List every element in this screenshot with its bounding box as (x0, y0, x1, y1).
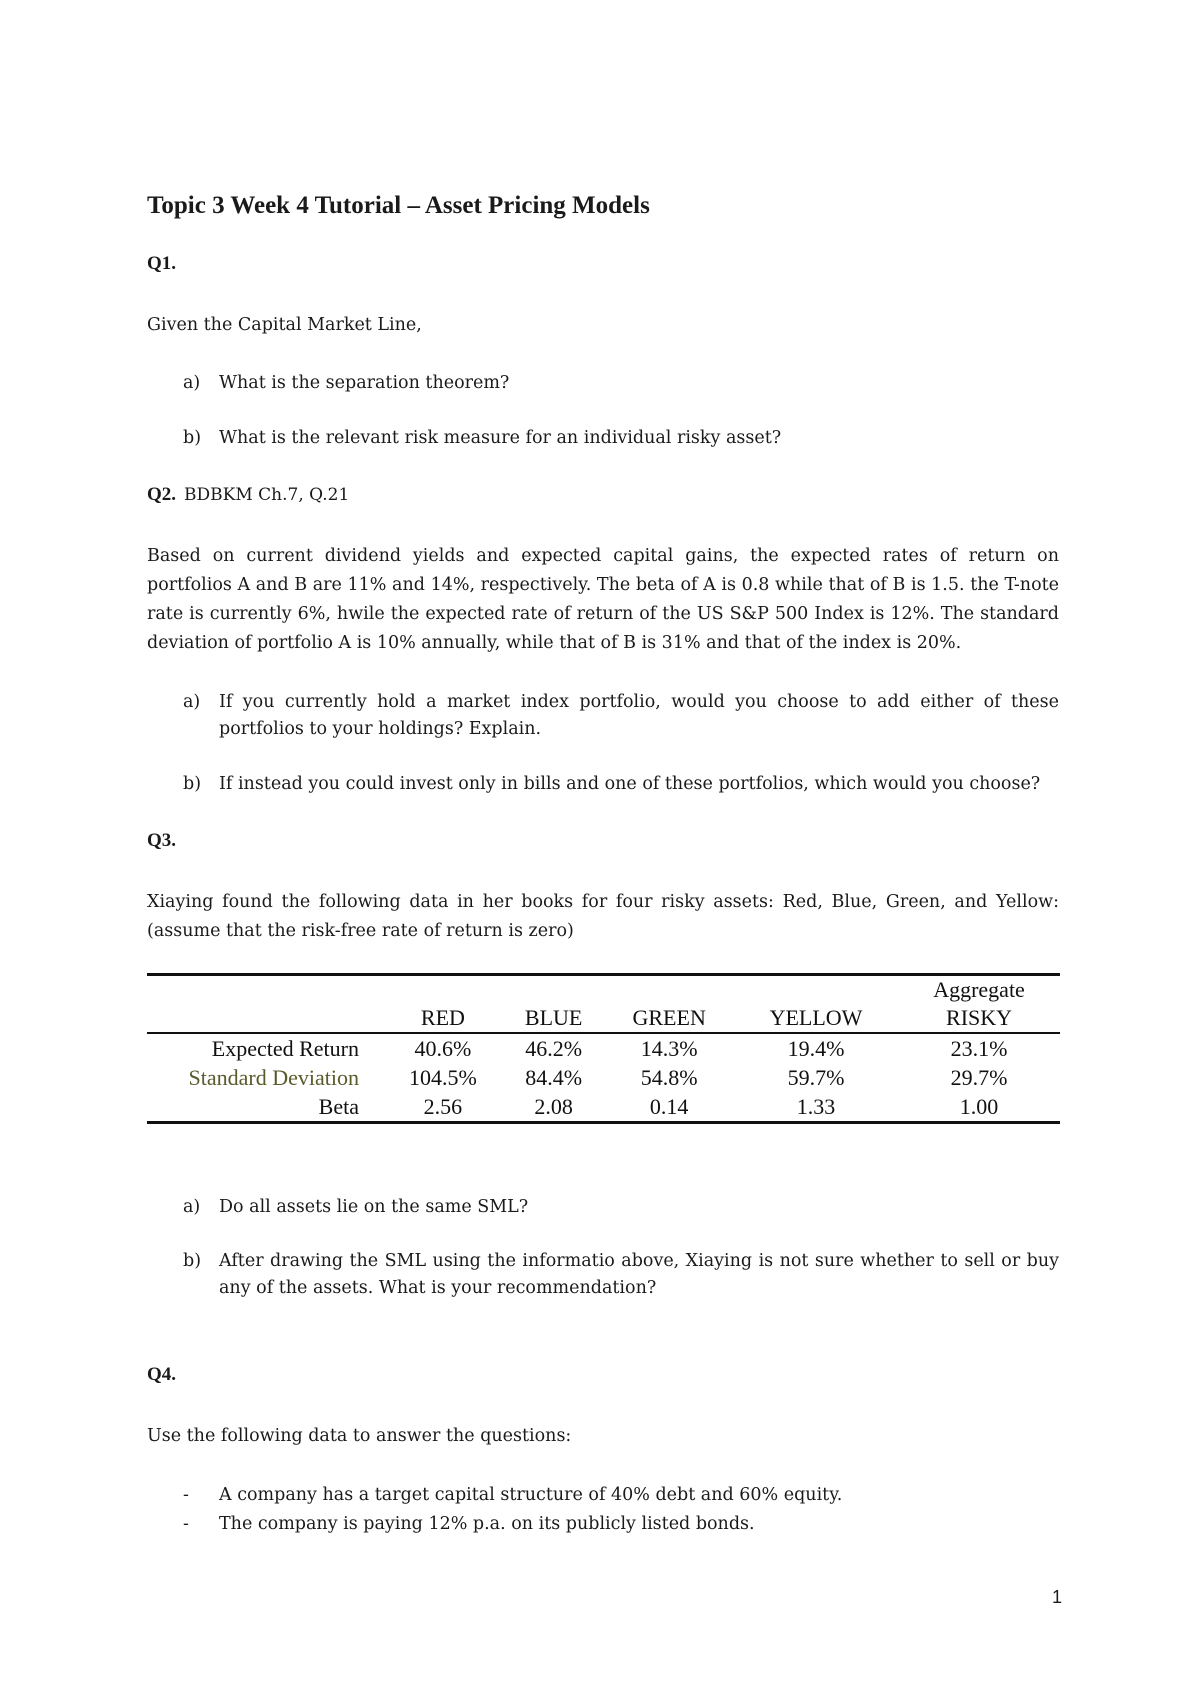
table-cell: 59.7% (787, 1065, 845, 1090)
bullet-dash: - (183, 1514, 189, 1534)
table-row (147, 1033, 1060, 1063)
asset-data-table (147, 973, 1060, 1124)
q3-item-b-text: After drawing the SML using the informatio above, Xiaying is not sure whether to sell or buy any of the assets. What is your recommendation? (219, 1251, 1059, 1298)
q3-item-a-text: Do all assets lie on the same SML? (219, 1197, 529, 1217)
q2-heading (147, 484, 349, 506)
table-cell: 1.00 (898, 1092, 1060, 1123)
table-row (147, 1092, 1060, 1123)
q1-item-b-text: What is the relevant risk measure for an individual risky asset? (219, 428, 782, 448)
table-cell: 54.8% (640, 1065, 698, 1090)
q1-heading (147, 253, 176, 275)
table-cell: 46.2% (525, 1036, 583, 1061)
table-header-red: RED (383, 1004, 503, 1033)
q2-heading-label: Q2. (147, 484, 177, 505)
q1-item-a-label: a) (183, 373, 201, 393)
table-cell: 23.1% (950, 1036, 1008, 1061)
table-cell: 40.6% (414, 1036, 472, 1061)
table-cell: 104.5% (409, 1065, 477, 1090)
q3-item-b (183, 1248, 1059, 1302)
q3-item-b-label: b) (183, 1251, 202, 1271)
table-header-top-cell (383, 975, 503, 1005)
q1-item-b-label: b) (183, 428, 202, 448)
bullet-dash: - (183, 1485, 189, 1505)
q3-item-a-label: a) (183, 1197, 201, 1217)
table-header-green: GREEN (604, 1004, 734, 1033)
q1-item-a-text: What is the separation theorem? (219, 373, 510, 393)
table-header-top-cell (734, 975, 898, 1005)
q4-heading-label: Q4. (147, 1364, 177, 1385)
row-label-beta: Beta (147, 1092, 383, 1123)
table-cell: 2.56 (383, 1092, 503, 1123)
q3-heading-label: Q3. (147, 830, 177, 851)
q2-reference: BDBKM Ch.7, Q.21 (184, 485, 350, 505)
table-cell: 29.7% (950, 1065, 1008, 1090)
q2-paragraph: Based on current dividend yields and expected capital gains, the expected rates of return on portfolios A and B are 11% and 14%, respectively. The beta of A is 0.8 while that of B is 1.5. the T-note rate is currently 6%, hwile the expected rate of return of the US S&P 500 Index is 12%. The standard deviation of portfolio A is 10% annually, while that of B is 31% and that of the index is 20%. (147, 546, 1059, 653)
q1-intro: Given the Capital Market Line, (147, 315, 422, 335)
q4-bullet-1 (183, 1481, 1059, 1510)
q2-item-a (183, 689, 1059, 743)
table-header-top-cell (503, 975, 605, 1005)
table-header-cell (147, 1004, 383, 1033)
q4-heading (147, 1364, 176, 1386)
q2-item-a-text: If you currently hold a market index portfolio, would you choose to add either of these portfolios to your holdings? Explain. (219, 692, 1059, 739)
row-label-standard-deviation: Standard Deviation (188, 1065, 359, 1090)
q2-item-b (183, 771, 1059, 798)
q1-heading-label: Q1. (147, 253, 177, 274)
table-header-yellow: YELLOW (734, 1004, 898, 1033)
table-header-top-cell (147, 975, 383, 1005)
document-title: Topic 3 Week 4 Tutorial – Asset Pricing Models (147, 192, 650, 219)
q3-item-a (183, 1194, 1059, 1221)
q1-item-a (183, 370, 1059, 397)
table-cell: 2.08 (503, 1092, 605, 1123)
q4-bullet-1-text: A company has a target capital structure of 40% debt and 60% equity. (219, 1485, 843, 1505)
q4-bullet-2 (183, 1510, 1059, 1539)
table-header-aggregate: Aggregate (898, 975, 1060, 1005)
table-header-blue: BLUE (503, 1004, 605, 1033)
q4-intro: Use the following data to answer the questions: (147, 1426, 572, 1446)
q3-heading (147, 830, 176, 852)
table-cell: 84.4% (525, 1065, 583, 1090)
q4-bullet-2-text: The company is paying 12% p.a. on its publicly listed bonds. (219, 1514, 755, 1534)
q1-item-b (183, 425, 1059, 452)
table-cell: 0.14 (604, 1092, 734, 1123)
table-header-top-cell (604, 975, 734, 1005)
table-header-risky: RISKY (898, 1004, 1060, 1033)
page-number: 1 (1052, 1587, 1063, 1607)
q2-item-b-label: b) (183, 774, 202, 794)
table-cell: 14.3% (640, 1036, 698, 1061)
row-label-expected-return: Expected Return (211, 1036, 359, 1061)
table-header-row (147, 1004, 1060, 1033)
table-header-top-row (147, 975, 1060, 1005)
q2-item-b-text: If instead you could invest only in bills and one of these portfolios, which would you choose? (219, 774, 1041, 794)
q3-paragraph: Xiaying found the following data in her books for four risky assets: Red, Blue, Green, and Yellow: (assume that the risk-free rate of return is zero) (147, 892, 1059, 941)
table-row (147, 1063, 1060, 1092)
table-cell: 1.33 (734, 1092, 898, 1123)
q2-item-a-label: a) (183, 692, 201, 712)
table-cell: 19.4% (787, 1036, 845, 1061)
